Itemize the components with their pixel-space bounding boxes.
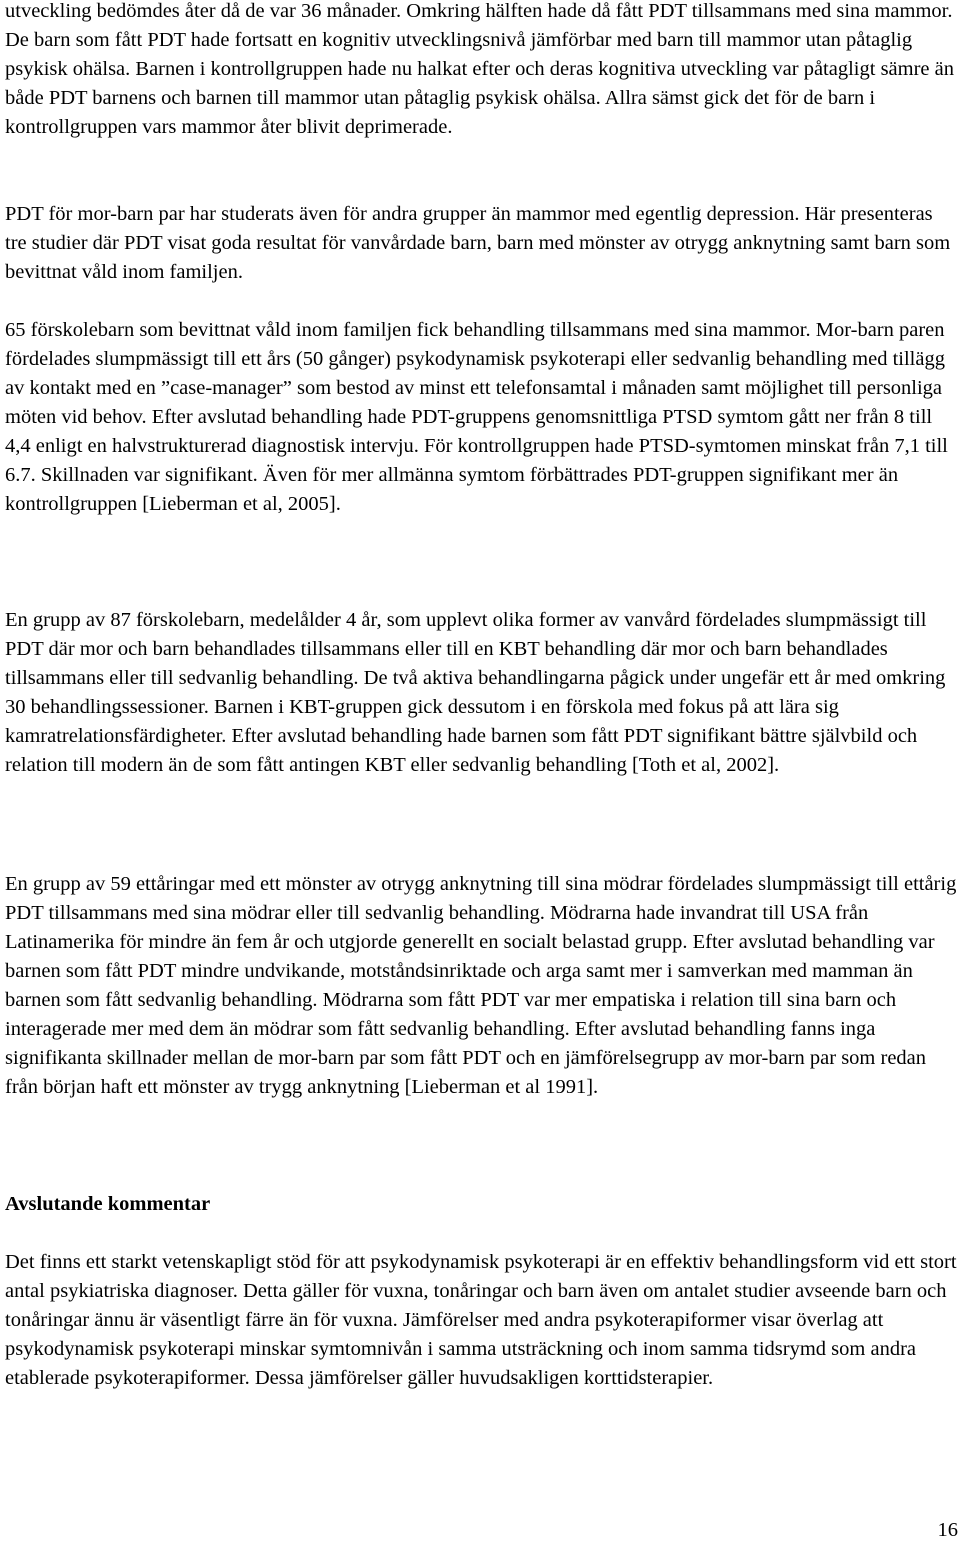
paragraph-cognitive-development: utveckling bedömdes åter då de var 36 månader. Omkring hälften hade då fått PDT tillsammans med sina mammor. De barn som fått PDT hade fortsatt en kognitiv utvecklingsnivå jämförbar med barn till mammor utan påtaglig psykisk ohälsa. Barnen i kontrollgruppen hade nu halkat efter och deras kognitiva utveckling var påtagligt sämre än både PDT barnens och barnen till mammor utan påtaglig psykisk ohälsa. Allra sämst gick det för de barn i kontrollgruppen vars mammor åter blivit deprimerade. xyxy=(5,0,954,138)
paragraph-neglect-study: En grupp av 87 förskolebarn, medelålder 4 år, som upplevt olika former av vanvård fördelades slumpmässigt till PDT där mor och barn behandlades tillsammans eller till en KBT behandling där mor och barn behandlades tillsammans eller till sedvanlig behandling. De två aktiva behandlingarna pågick under ungefär ett år med omkring 30 behandlingssessioner. Barnen i KBT-gruppen gick dessutom i en förskola med fokus på att lära sig kamratrelationsfärdigheter. Efter avslutad behandling hade barnen som fått PDT signifikant bättre självbild och relation till modern än de som fått antingen KBT eller sedvanlig behandling [Toth et al, 2002]. xyxy=(5,609,946,776)
section-heading: Avslutande kommentar xyxy=(5,1193,211,1215)
paragraph-other-groups: PDT för mor-barn par har studerats även för andra grupper än mammor med egentlig depression. Här presenteras tre studier där PDT visat goda resultat för vanvårdade barn, barn med mönster av otrygg anknytning samt barn som bevittnat våld inom familjen. xyxy=(5,203,951,283)
paragraph-attachment-study: En grupp av 59 ettåringar med ett mönster av otrygg anknytning till sina mödrar fördelades slumpmässigt till ettårig PDT tillsammans med sina mödrar eller till sedvanlig behandling. Mödrarna hade invandrat till USA från Latinamerika för mindre än fem år och utgjorde generellt en socialt belastad grupp. Efter avslutad behandling var barnen som fått PDT mindre undvikande, motståndsinriktade och arga samt mer i samverkan med mamman än barnen som fått sedvanlig behandling. Mödrarna som fått PDT var mer empatiska i relation till sina barn och interagerade mer med dem än mödrar som fått sedvanlig behandling. Efter avslutad behandling fanns inga signifikanta skillnader mellan de mor-barn par som fått PDT och en jämförelsegrupp av mor-barn par som redan från början haft ett mönster av trygg anknytning [Lieberman et al 1991]. xyxy=(5,873,957,1098)
page-number: 16 xyxy=(937,1519,958,1541)
paragraph-violence-study: 65 förskolebarn som bevittnat våld inom familjen fick behandling tillsammans med sina mammor. Mor-barn paren fördelades slumpmässigt till ett års (50 gånger) psykodynamisk psykoterapi eller sedvanlig behandling med tillägg av kontakt med en ”case-manager” som bestod av minst ett telefonsamtal i månaden samt möjlighet till personliga möten vid behov. Efter avslutad behandling hade PDT-gruppens genomsnittliga PTSD symtom gått ner från 8 till 4,4 enligt en halvstrukturerad diagnostisk intervju. För kontrollgruppen hade PTSD-symtomen minskat från 7,1 till 6.7. Skillnaden var signifikant. Även för mer allmänna symtom förbättrades PDT-gruppen signifikant mer än kontrollgruppen [Lieberman et al, 2005]. xyxy=(5,319,948,515)
paragraph-closing-comment: Det finns ett starkt vetenskapligt stöd för att psykodynamisk psykoterapi är en effektiv behandlingsform vid ett stort antal psykiatriska diagnoser. Detta gäller för vuxna, tonåringar och barn även om antalet studier avseende barn och tonåringar ännu är väsentligt färre än för vuxna. Jämförelser med andra psykoterapiformer visar överlag att psykodynamisk psykoterapi minskar symtomnivån i samma utsträckning och inom samma tidsrymd som andra etablerade psykoterapiformer. Dessa jämförelser gäller huvudsakligen korttidsterapier. xyxy=(5,1251,957,1389)
